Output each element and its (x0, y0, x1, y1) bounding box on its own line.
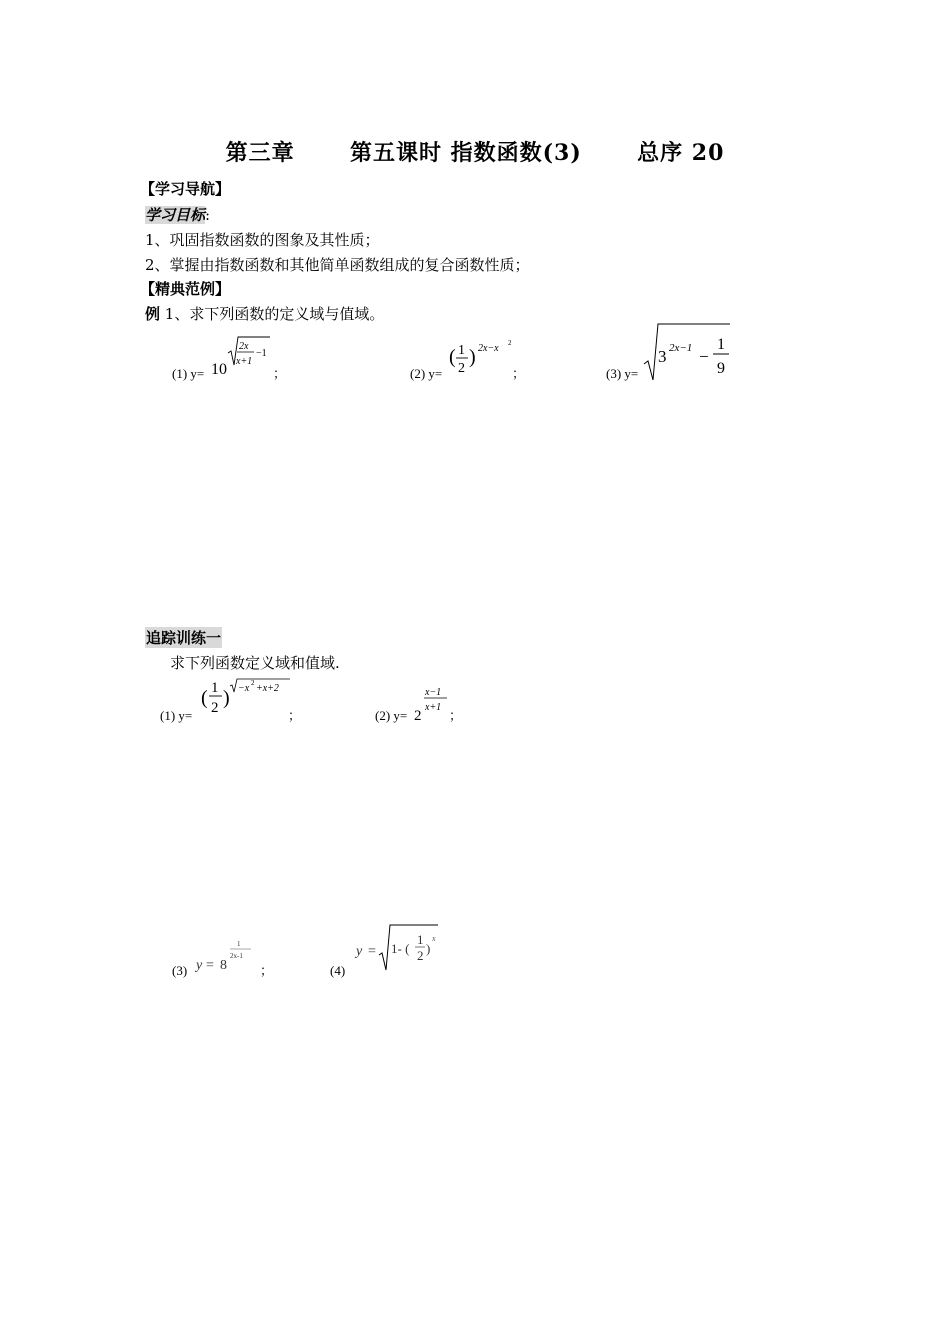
practice-1-end: ； (288, 708, 302, 723)
practice-1-exp: −x (238, 683, 250, 694)
practice-1-exp-tail: +x+2 (256, 683, 279, 694)
paren-open: ( (201, 687, 208, 709)
example-1-2-base-den: 2 (458, 361, 465, 376)
example-item-3 (596, 318, 736, 390)
practice-heading: 追踪训练一 (146, 629, 222, 647)
paren-close: ) (223, 687, 230, 709)
example-1-2-base-num: 1 (458, 343, 465, 358)
practice-4-exp: x (432, 934, 436, 943)
practice-3-eq: = (206, 958, 214, 973)
example-1-3-frac-num: 1 (717, 336, 725, 353)
example-1-3-minus: − (699, 347, 709, 366)
goal-2: 2、掌握由指数函数和其他简单函数组成的复合函数性质； (145, 256, 530, 274)
practice-1-label: (1) y= (160, 708, 193, 723)
example-1-label: 例 (145, 305, 161, 323)
practice-3-label: (3) (172, 963, 188, 978)
goals-colon: : (205, 206, 211, 224)
goals-label: 学习目标 (145, 206, 206, 224)
practice-2-base: 2 (414, 708, 422, 724)
goal-1: 1、巩固指数函数的图象及其性质； (145, 231, 380, 249)
practice-2-label: (2) y= (375, 708, 408, 723)
example-1-2-label: (2) y= (410, 366, 443, 381)
example-1-3-exp: 2x−1 (669, 342, 693, 354)
practice-item-2 (365, 680, 465, 732)
practice-4-frac-den: 2 (417, 948, 424, 963)
practice-2-end: ； (449, 708, 463, 723)
example-1-2-end: ； (512, 366, 526, 381)
examples-heading: 【精典范例】 (140, 280, 231, 298)
example-1-2-exp: 2x−x (478, 343, 499, 354)
example-1-2-exp-pow: 2 (508, 339, 512, 347)
practice-3-base: 8 (220, 958, 227, 973)
practice-3-lhs: y (196, 958, 203, 973)
example-1-1-label: (1) y= (172, 366, 205, 381)
practice-4-lhs: y (356, 944, 363, 959)
practice-4-label: (4) (330, 963, 346, 978)
practice-1-base-num: 1 (211, 680, 219, 696)
example-1-1-end: ； (273, 366, 287, 381)
practice-3-exp-num: 1 (237, 940, 241, 948)
example-1-text: 1、求下列函数的定义域与值域。 (160, 305, 385, 323)
practice-4-frac-num: 1 (417, 932, 424, 947)
example-item-1 (160, 330, 290, 390)
serial-label: 总序 20 (637, 140, 725, 166)
practice-item-4 (320, 920, 450, 982)
practice-1-exp-pow: 2 (251, 679, 255, 687)
lesson-label: 第五课时 指数函数(3) (349, 140, 582, 166)
practice-4-inner: 1- ( (391, 941, 410, 956)
practice-2-exp-den: x+1 (425, 702, 442, 713)
example-1-1-exp-tail: −1 (256, 348, 267, 359)
practice-4-close: ) (426, 941, 431, 956)
example-1-1-exp-den: x+1 (236, 356, 253, 367)
paren-close: ) (469, 346, 476, 368)
practice-item-1 (150, 672, 310, 732)
practice-3-exp-den: 2x-1 (230, 952, 243, 960)
nav-heading: 【学习导航】 (140, 180, 231, 198)
example-1-1-exp-num: 2x (239, 341, 249, 352)
example-1-3-label: (3) y= (606, 366, 639, 381)
practice-1-base-den: 2 (211, 700, 219, 716)
paren-open: ( (449, 346, 456, 368)
example-1-3-frac-den: 9 (717, 360, 725, 377)
practice-item-3 (162, 935, 282, 985)
chapter-label: 第三章 (225, 140, 295, 166)
practice-3-end: ； (260, 963, 274, 978)
practice-4-eq: = (368, 944, 376, 959)
practice-intro: 求下列函数定义域和值域. (170, 654, 340, 672)
page-title (0, 136, 950, 167)
goals-line (145, 204, 210, 225)
example-item-2 (400, 330, 530, 390)
example-1-line (145, 303, 384, 324)
example-1-3-base: 3 (658, 347, 667, 366)
practice-2-exp-num: x−1 (425, 687, 442, 698)
example-1-1-base: 10 (211, 361, 227, 378)
